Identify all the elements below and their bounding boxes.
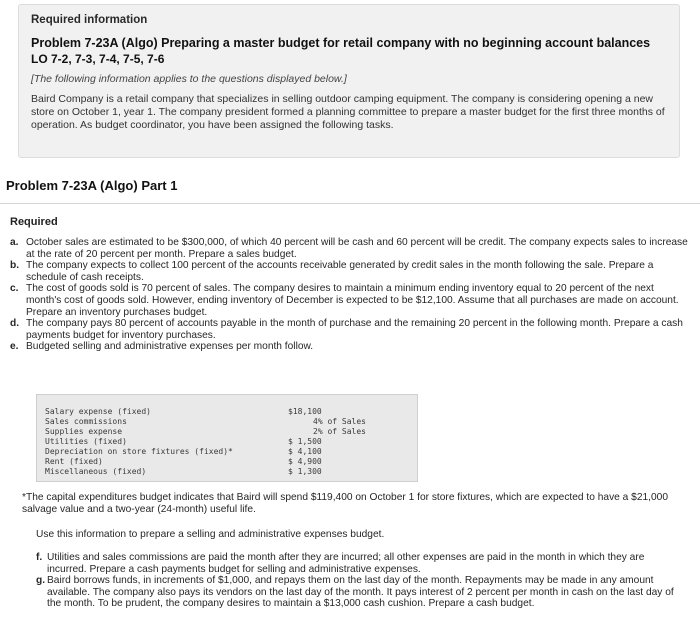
expense-name: Rent (fixed)	[45, 457, 103, 466]
expense-name: Sales commissions	[45, 417, 127, 426]
expense-row	[45, 427, 405, 437]
expense-value: $ 4,900	[288, 457, 322, 466]
requirement-text: Baird borrows funds, in increments of $1,000, and repays them on the last day of the month. Repayments may be made in any amount available. The company also pays its vendors on the last day of the month. It pays interest of 2 percent per month in cash on the last day of the month. To be prudent, the company desires to maintain a $13,000 cash cushion. Prepare a cash budget.	[47, 575, 674, 610]
problem-title: Problem 7-23A (Algo) Preparing a master budget for retail company with no beginning account balances	[31, 36, 651, 50]
part-title: Problem 7-23A (Algo) Part 1	[6, 178, 178, 193]
learning-objectives: LO 7-2, 7-3, 7-4, 7-5, 7-6	[31, 52, 165, 66]
requirement-letter: e.	[10, 341, 19, 353]
expense-value: $ 1,500	[288, 437, 322, 446]
requirement-a	[10, 237, 688, 260]
required-information-panel	[18, 4, 680, 158]
requirement-letter: g.	[36, 575, 46, 587]
expense-value: $ 4,100	[288, 447, 322, 456]
expense-name: Depreciation on store fixtures (fixed)*	[45, 447, 233, 456]
requirement-text: October sales are estimated to be $300,000, of which 40 percent will be cash and 60 percent will be credit. The company expects sales to increase at the rate of 20 percent per month. Prepare a sales budget.	[26, 237, 688, 260]
requirement-letter: f.	[36, 552, 43, 563]
required-information-heading: Required information	[31, 14, 148, 26]
expense-value: 2% of Sales	[313, 427, 366, 436]
expense-table	[36, 394, 418, 482]
required-label: Required	[10, 216, 58, 228]
expense-value: $18,100	[288, 407, 322, 416]
requirements-list	[10, 237, 688, 353]
requirement-f	[36, 552, 676, 575]
expense-row	[45, 437, 405, 447]
requirement-text: The company pays 80 percent of accounts payable in the month of purchase and the remaining 20 percent in the following month. Prepare a cash payments budget for inventory purchases.	[26, 318, 683, 341]
requirement-b	[10, 260, 688, 283]
requirement-text: Utilities and sales commissions are paid the month after they are incurred; all other expenses are paid in the month in which they are incurred. Prepare a cash payments budget for selling and administrative expenses.	[47, 552, 645, 575]
expense-row	[45, 447, 405, 457]
use-information-note: Use this information to prepare a selling and administrative expenses budget.	[36, 529, 385, 540]
expense-name: Supplies expense	[45, 427, 123, 436]
requirement-text: Budgeted selling and administrative expenses per month follow.	[26, 341, 314, 353]
requirement-text: The cost of goods sold is 70 percent of sales. The company desires to maintain a minimum ending inventory equal to 20 percent of the next month's cost of goods sold. However, ending inventory of December is expected to be $12,100. Assume that all purchases are made on account. Prepare an inventory purchases budget.	[26, 283, 679, 318]
expense-row	[45, 407, 405, 417]
section-divider	[0, 203, 700, 204]
applies-note: [The following information applies to the questions displayed below.]	[31, 73, 347, 85]
expense-value: $ 1,300	[288, 467, 322, 476]
requirement-letter: c.	[10, 283, 19, 295]
requirements-list-continued	[36, 552, 676, 610]
capital-expenditures-footnote: *The capital expenditures budget indicates that Baird will spend $119,400 on October 1 for store fixtures, which are expected to have a $21,000 salvage value and a two-year (24-month) useful life.	[22, 492, 668, 515]
requirement-letter: b.	[10, 260, 20, 272]
requirement-text: The company expects to collect 100 percent of the accounts receivable generated by credit sales in the month following the sale. Prepare a schedule of cash receipts.	[26, 260, 654, 283]
requirement-e	[10, 341, 688, 353]
requirement-letter: a.	[10, 237, 19, 248]
requirement-d	[10, 318, 688, 341]
expense-row	[45, 417, 405, 427]
expense-name: Salary expense (fixed)	[45, 407, 151, 416]
requirement-g	[36, 575, 676, 610]
requirement-c	[10, 283, 688, 318]
expense-row	[45, 467, 405, 477]
problem-intro: Baird Company is a retail company that specializes in selling outdoor camping equipment. The company is considering opening a new store on October 1, year 1. The company president formed a planning committee to prepare a master budget for the first three months of operation. As budget coordinator, you have been assigned the following tasks.	[31, 93, 665, 131]
expense-name: Miscellaneous (fixed)	[45, 467, 147, 476]
expense-name: Utilities (fixed)	[45, 437, 127, 446]
expense-value: 4% of Sales	[313, 417, 366, 426]
requirement-letter: d.	[10, 318, 20, 330]
expense-row	[45, 457, 405, 467]
